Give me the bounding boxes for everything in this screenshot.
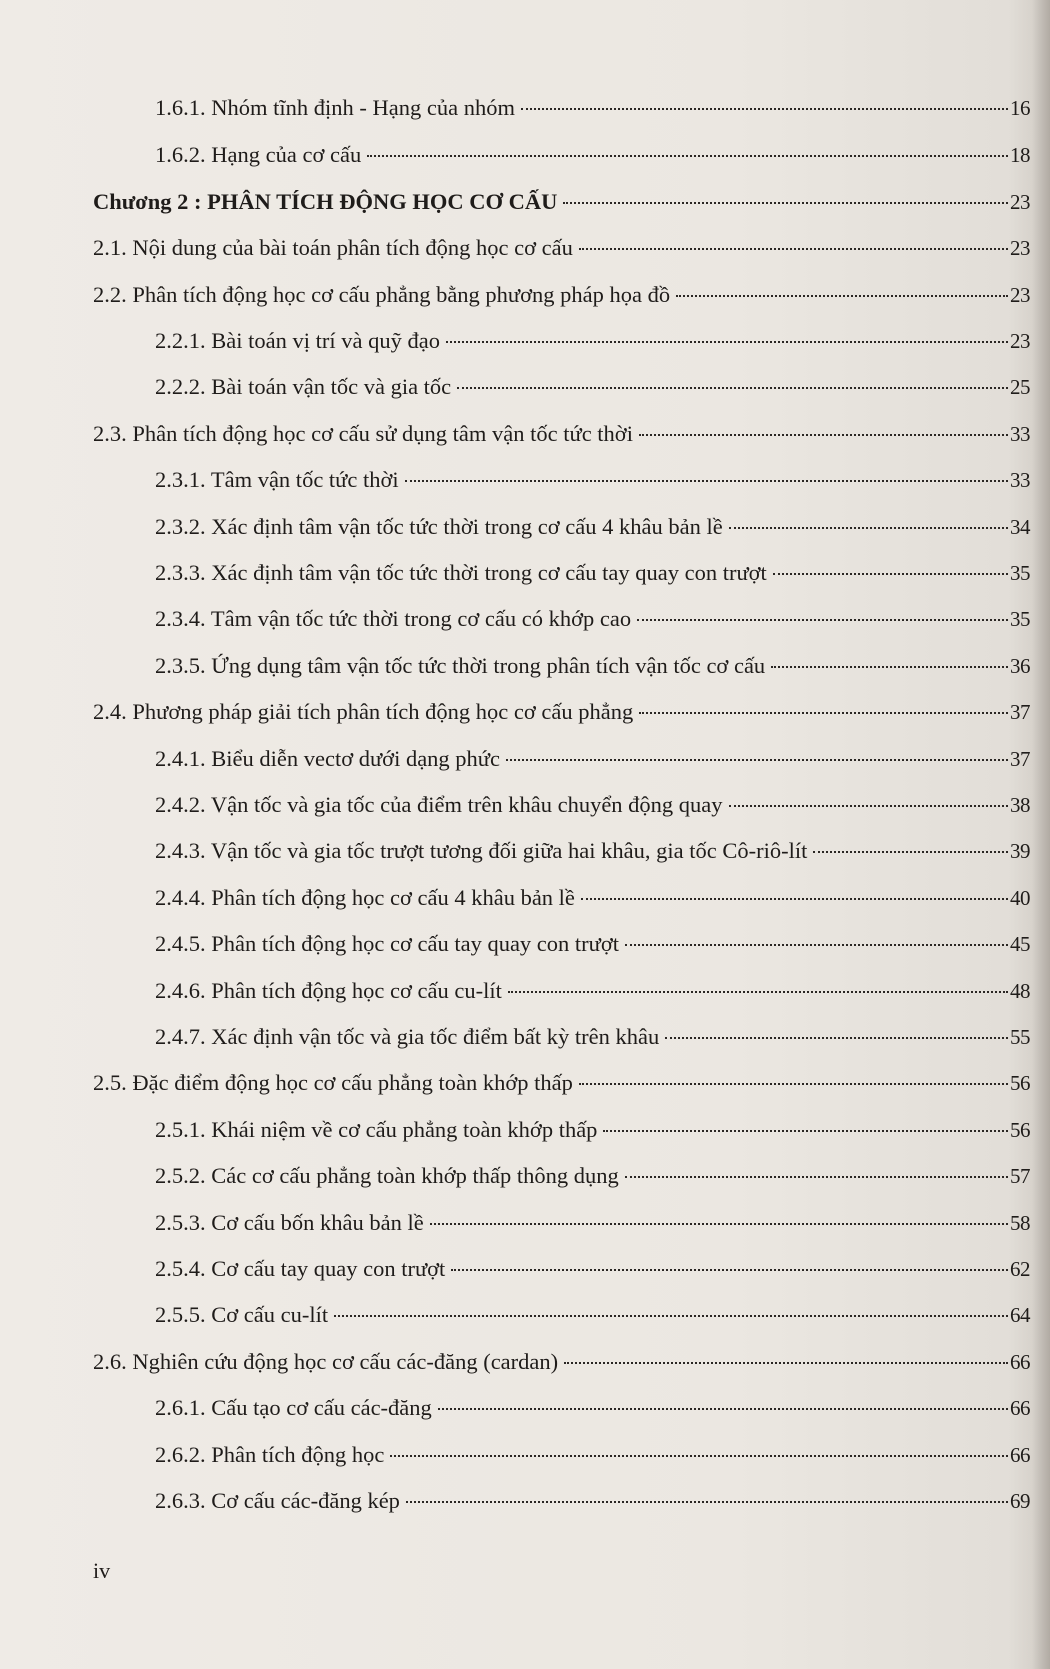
toc-page-number: 56 bbox=[1010, 1071, 1030, 1095]
toc-page-number: 69 bbox=[1010, 1489, 1030, 1513]
toc-page-number: 45 bbox=[1010, 932, 1030, 956]
toc-entry-text: 2.4. Phương pháp giải tích phân tích động học cơ cấu phẳng bbox=[93, 699, 634, 724]
toc-page-number: 55 bbox=[1010, 1025, 1030, 1049]
toc-entry-text: 2.2.2. Bài toán vận tốc và gia tốc bbox=[155, 374, 452, 399]
toc-entry-2-5 bbox=[93, 1068, 1030, 1098]
toc-page-number: 18 bbox=[1010, 143, 1030, 167]
toc-page-number: 23 bbox=[1010, 329, 1030, 353]
toc-entry-text: 2.6. Nghiên cứu động học cơ cấu các-đăng (cardan) bbox=[93, 1349, 559, 1374]
dot-leader bbox=[625, 944, 1008, 946]
toc-entry-text: 2.5. Đặc điểm động học cơ cấu phẳng toàn khớp thấp bbox=[93, 1070, 573, 1095]
toc-entry-text: 1.6.1. Nhóm tĩnh định - Hạng của nhóm bbox=[155, 95, 515, 120]
toc-page-number: 39 bbox=[1010, 839, 1030, 863]
toc-entry-text: 2.6.2. Phân tích động học bbox=[155, 1442, 385, 1467]
toc-entry-2-6 bbox=[93, 1347, 1030, 1377]
toc-entry-text: 2.4.7. Xác định vận tốc và gia tốc điểm bất kỳ trên khâu bbox=[155, 1024, 660, 1049]
toc-entry-text: 2.2.1. Bài toán vị trí và quỹ đạo bbox=[155, 328, 440, 353]
toc-entry-text: 2.3.2. Xác định tâm vận tốc tức thời trong cơ cấu 4 khâu bản lề bbox=[155, 514, 723, 539]
dot-leader bbox=[521, 108, 1008, 110]
toc-page-number: 64 bbox=[1010, 1303, 1030, 1327]
toc-entry-text: 2.4.3. Vận tốc và gia tốc trượt tương đối giữa hai khâu, gia tốc Cô-riô-lít bbox=[155, 838, 808, 863]
toc-entry-2-4-3 bbox=[155, 836, 1030, 866]
toc-entry-text: 2.5.5. Cơ cấu cu-lít bbox=[155, 1302, 329, 1327]
toc-entry-text: 2.4.6. Phân tích động học cơ cấu cu-lít bbox=[155, 978, 502, 1003]
toc-entry-text: 1.6.2. Hạng của cơ cấu bbox=[155, 142, 362, 167]
toc-page-number: 23 bbox=[1010, 190, 1030, 214]
toc-page-number: 66 bbox=[1010, 1396, 1030, 1420]
toc-page-number: 57 bbox=[1010, 1164, 1030, 1188]
toc-entry-2-4 bbox=[93, 697, 1030, 727]
dot-leader bbox=[665, 1037, 1008, 1039]
toc-entry-text: 2.4.4. Phân tích động học cơ cấu 4 khâu bản lề bbox=[155, 885, 575, 910]
toc-entry-2-2-1 bbox=[155, 326, 1030, 356]
toc-chapter-2 bbox=[93, 187, 1030, 217]
dot-leader bbox=[625, 1176, 1008, 1178]
toc-entry-2-2 bbox=[93, 280, 1030, 310]
toc-page-number: 62 bbox=[1010, 1257, 1030, 1281]
dot-leader bbox=[334, 1315, 1008, 1317]
toc-entry-2-2-2 bbox=[155, 372, 1030, 402]
dot-leader bbox=[676, 295, 1008, 297]
toc-entry-2-3-5 bbox=[155, 651, 1030, 681]
toc-entry-2-3 bbox=[93, 419, 1030, 449]
dot-leader bbox=[603, 1130, 1008, 1132]
toc-page-number: 37 bbox=[1010, 700, 1030, 724]
dot-leader bbox=[639, 434, 1008, 436]
toc-page-number: 23 bbox=[1010, 236, 1030, 260]
toc-page-number: 58 bbox=[1010, 1211, 1030, 1235]
dot-leader bbox=[390, 1455, 1008, 1457]
toc-entry-2-4-4 bbox=[155, 883, 1030, 913]
toc-page-number: 38 bbox=[1010, 793, 1030, 817]
toc-entry-text: 2.3.3. Xác định tâm vận tốc tức thời trong cơ cấu tay quay con trượt bbox=[155, 560, 767, 585]
toc-entry-text: 2.4.1. Biểu diễn vectơ dưới dạng phức bbox=[155, 746, 500, 771]
toc-entry-2-6-1 bbox=[155, 1393, 1030, 1423]
toc-entry-text: 2.5.4. Cơ cấu tay quay con trượt bbox=[155, 1256, 446, 1281]
dot-leader bbox=[773, 573, 1008, 575]
toc-entry-text: 2.4.5. Phân tích động học cơ cấu tay quay con trượt bbox=[155, 931, 620, 956]
dot-leader bbox=[579, 1083, 1008, 1085]
toc-entry-2-4-5 bbox=[155, 929, 1030, 959]
dot-leader bbox=[564, 1362, 1008, 1364]
toc-entry-2-4-1 bbox=[155, 744, 1030, 774]
toc-page-number: 35 bbox=[1010, 561, 1030, 585]
toc-entry-2-3-2 bbox=[155, 512, 1030, 542]
dot-leader bbox=[367, 155, 1008, 157]
page-binding-shadow bbox=[1032, 0, 1050, 1669]
toc-page-number: 25 bbox=[1010, 375, 1030, 399]
toc-page-number: 66 bbox=[1010, 1443, 1030, 1467]
toc-page-number: 33 bbox=[1010, 468, 1030, 492]
toc-entry-2-5-3 bbox=[155, 1208, 1030, 1238]
dot-leader bbox=[729, 527, 1008, 529]
dot-leader bbox=[405, 480, 1008, 482]
toc-page-number: 48 bbox=[1010, 979, 1030, 1003]
toc-entry-2-3-4 bbox=[155, 604, 1030, 634]
toc-entry-2-6-3 bbox=[155, 1486, 1030, 1516]
dot-leader bbox=[451, 1269, 1008, 1271]
toc-entry-text: 2.5.1. Khái niệm về cơ cấu phẳng toàn khớp thấp bbox=[155, 1117, 598, 1142]
dot-leader bbox=[438, 1408, 1008, 1410]
dot-leader bbox=[446, 341, 1008, 343]
toc-entry-2-4-2 bbox=[155, 790, 1030, 820]
toc-entry-2-3-1 bbox=[155, 465, 1030, 495]
toc-chapter-title: Chương 2 : PHÂN TÍCH ĐỘNG HỌC CƠ CẤU bbox=[93, 189, 558, 214]
toc-entry-text: 2.6.3. Cơ cấu các-đăng kép bbox=[155, 1488, 400, 1513]
dot-leader bbox=[813, 851, 1008, 853]
dot-leader bbox=[457, 387, 1008, 389]
toc-entry-text: 2.2. Phân tích động học cơ cấu phẳng bằng phương pháp họa đồ bbox=[93, 282, 671, 307]
toc-entry-1-6-2 bbox=[155, 140, 1030, 170]
toc-page-number: 37 bbox=[1010, 747, 1030, 771]
dot-leader bbox=[506, 759, 1008, 761]
dot-leader bbox=[639, 712, 1008, 714]
dot-leader bbox=[637, 619, 1008, 621]
toc-entry-2-6-2 bbox=[155, 1440, 1030, 1470]
toc-entry-text: 2.1. Nội dung của bài toán phân tích động học cơ cấu bbox=[93, 235, 573, 260]
toc-page-number: 35 bbox=[1010, 607, 1030, 631]
toc-entry-text: 2.3.1. Tâm vận tốc tức thời bbox=[155, 467, 399, 492]
toc-entry-text: 2.3.5. Ứng dụng tâm vận tốc tức thời trong phân tích vận tốc cơ cấu bbox=[155, 653, 766, 678]
dot-leader bbox=[579, 248, 1008, 250]
toc-page-number: 56 bbox=[1010, 1118, 1030, 1142]
toc-entry-2-5-4 bbox=[155, 1254, 1030, 1284]
toc-entry-2-5-2 bbox=[155, 1161, 1030, 1191]
toc-entry-2-4-7 bbox=[155, 1022, 1030, 1052]
toc-page-number: 66 bbox=[1010, 1350, 1030, 1374]
toc-entry-2-5-1 bbox=[155, 1115, 1030, 1145]
dot-leader bbox=[430, 1223, 1008, 1225]
toc-page-number: 34 bbox=[1010, 515, 1030, 539]
toc-entry-text: 2.3.4. Tâm vận tốc tức thời trong cơ cấu có khớp cao bbox=[155, 606, 632, 631]
toc-entry-text: 2.3. Phân tích động học cơ cấu sử dụng tâm vận tốc tức thời bbox=[93, 421, 633, 446]
toc-entry-2-3-3 bbox=[155, 558, 1030, 588]
toc-page-number: 16 bbox=[1010, 96, 1030, 120]
toc-page-number: 36 bbox=[1010, 654, 1030, 678]
toc-entry-1-6-1 bbox=[155, 93, 1030, 123]
toc-page-number: 33 bbox=[1010, 422, 1030, 446]
dot-leader bbox=[508, 991, 1008, 993]
dot-leader bbox=[581, 898, 1008, 900]
toc-page-number: 40 bbox=[1010, 886, 1030, 910]
toc-entry-2-1 bbox=[93, 233, 1030, 263]
toc-entry-2-5-5 bbox=[155, 1300, 1030, 1330]
page-number-footer: iv bbox=[93, 1558, 111, 1583]
dot-leader bbox=[406, 1501, 1008, 1503]
dot-leader bbox=[729, 805, 1008, 807]
toc-entry-text: 2.5.2. Các cơ cấu phẳng toàn khớp thấp thông dụng bbox=[155, 1163, 619, 1188]
toc-page-number: 23 bbox=[1010, 283, 1030, 307]
toc-entry-text: 2.5.3. Cơ cấu bốn khâu bản lề bbox=[155, 1210, 424, 1235]
toc-entry-2-4-6 bbox=[155, 976, 1030, 1006]
toc-entry-text: 2.4.2. Vận tốc và gia tốc của điểm trên khâu chuyển động quay bbox=[155, 792, 723, 817]
toc-entry-text: 2.6.1. Cấu tạo cơ cấu các-đăng bbox=[155, 1395, 432, 1420]
dot-leader bbox=[771, 666, 1008, 668]
dot-leader bbox=[563, 202, 1008, 204]
